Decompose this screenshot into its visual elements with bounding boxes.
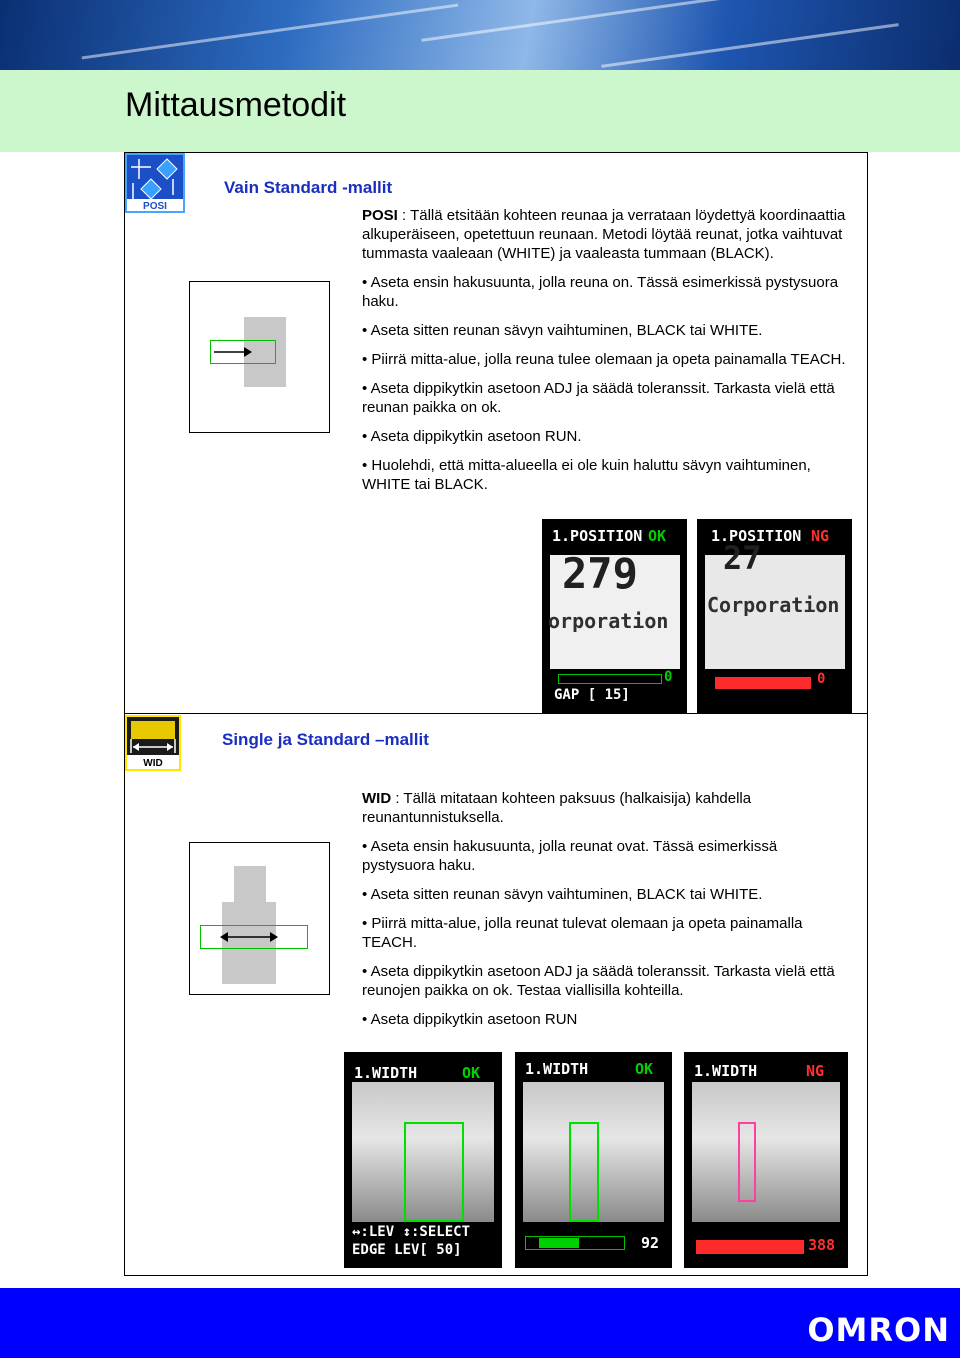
wid-bullet: • Aseta ensin hakusuunta, jolla reunat ovat. Tässä esimerkissä pystysuora haku. xyxy=(362,838,778,874)
posi-section-heading: Vain Standard -mallit xyxy=(224,178,393,197)
posi-photo-ok: 1.POSITION OK 279 orporation 0 GAP [ 15] xyxy=(542,519,687,714)
posi-bullet: • Aseta sitten reunan sävyn vaihtuminen, BLACK tai WHITE. xyxy=(362,322,763,339)
posi-intro: POSI : Tällä etsitään kohteen reunaa ja verrataan löydettyä koordinaattia alkuperäiseen, opetettuun reunaan. Metodi löytää reunat, jotka vaihtuvat tummasta vaaleaan (WHITE) ja vaaleasta tummaan (BLACK). xyxy=(362,207,846,262)
posi-text-block xyxy=(362,206,852,504)
top-banner xyxy=(0,0,960,70)
wid-text-block xyxy=(362,789,852,1039)
page-title: Mittausmetodit xyxy=(125,86,347,124)
wid-photo-ok: 1.WIDTH OK 92 xyxy=(515,1052,672,1268)
wid-diagram xyxy=(189,842,330,995)
posi-bullet: • Aseta ensin hakusuunta, jolla reuna on. Tässä esimerkissä pystysuora haku. xyxy=(362,274,839,310)
omron-logo: OMRON xyxy=(807,1311,950,1349)
wid-icon xyxy=(125,715,181,771)
posi-icon xyxy=(125,153,185,213)
wid-section-heading: Single ja Standard –mallit xyxy=(222,730,429,749)
svg-text:POSI: POSI xyxy=(143,201,167,211)
wid-bullet: • Aseta sitten reunan sävyn vaihtuminen, BLACK tai WHITE. xyxy=(362,886,763,903)
wid-bullet: • Piirrä mitta-alue, jolla reunat tulevat olemaan ja opeta painamalla TEACH. xyxy=(362,915,803,951)
posi-bullet: • Aseta dippikytkin asetoon RUN. xyxy=(362,428,582,445)
posi-photo-ng: 1.POSITION NG 27 Corporation 0 xyxy=(697,519,852,714)
posi-diagram xyxy=(189,281,330,433)
wid-bullet: • Aseta dippikytkin asetoon RUN xyxy=(362,1011,578,1028)
wid-bullet: • Aseta dippikytkin asetoon ADJ ja säädä toleranssit. Tarkasta vielä että reunojen paikka on ok. Testaa viallisilla kohteilla. xyxy=(362,963,835,999)
wid-intro: WID : Tällä mitataan kohteen paksuus (halkaisija) kahdella reunantunnistuksella. xyxy=(362,790,752,826)
wid-photo-ng: 1.WIDTH NG 388 xyxy=(684,1052,848,1268)
svg-text:WID: WID xyxy=(143,758,163,769)
posi-bullet: • Huolehdi, että mitta-alueella ei ole kuin haluttu sävyn vaihtuminen, WHITE tai BLACK. xyxy=(362,457,811,493)
posi-bullet: • Piirrä mitta-alue, jolla reuna tulee olemaan ja opeta painamalla TEACH. xyxy=(362,351,846,368)
wid-photo-setup: 1.WIDTH OK ↔:LEV ↕:SELECT EDGE LEV[ 50] xyxy=(344,1052,502,1268)
posi-bullet: • Aseta dippikytkin asetoon ADJ ja säädä toleranssit. Tarkasta vielä että reunan paikka on ok. xyxy=(362,380,835,416)
